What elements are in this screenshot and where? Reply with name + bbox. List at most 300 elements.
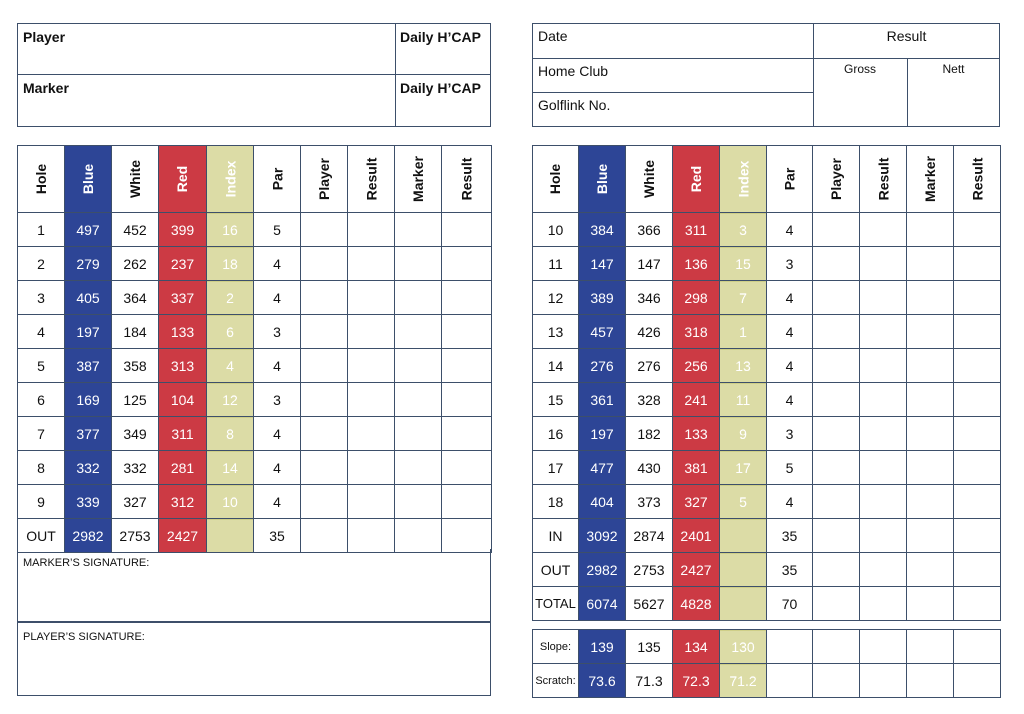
rating-row bbox=[533, 630, 1001, 664]
cell-hole: OUT bbox=[18, 519, 65, 553]
cell-white: 452 bbox=[112, 213, 159, 247]
score-entry-marker[interactable] bbox=[907, 281, 954, 315]
score-entry-player[interactable] bbox=[813, 247, 860, 281]
score-entry-result[interactable] bbox=[954, 315, 1001, 349]
marker-signature-label: MARKER’S SIGNATURE: bbox=[23, 557, 150, 569]
cell-white: 5627 bbox=[626, 587, 673, 621]
hole-row bbox=[18, 485, 492, 519]
rating-empty-cell bbox=[767, 630, 813, 664]
score-entry-marker[interactable] bbox=[907, 451, 954, 485]
cell-red: 313 bbox=[159, 349, 207, 383]
cell-blue: 197 bbox=[65, 315, 112, 349]
score-entry-player[interactable] bbox=[301, 247, 348, 281]
score-entry-result[interactable] bbox=[954, 247, 1001, 281]
hole-row bbox=[533, 281, 1001, 315]
score-entry-result[interactable] bbox=[954, 519, 1001, 553]
cell-hole: 6 bbox=[18, 383, 65, 417]
column-header-label: White bbox=[126, 159, 143, 199]
cell-white: 373 bbox=[626, 485, 673, 519]
rating-label: Slope: bbox=[533, 630, 579, 664]
score-entry-result[interactable] bbox=[860, 247, 907, 281]
score-entry-marker[interactable] bbox=[395, 383, 442, 417]
cell-par: 4 bbox=[254, 417, 301, 451]
cell-index: 9 bbox=[720, 417, 767, 451]
cell-white: 276 bbox=[626, 349, 673, 383]
column-header-white bbox=[112, 146, 159, 213]
cell-blue: 389 bbox=[579, 281, 626, 315]
score-entry-marker[interactable] bbox=[395, 281, 442, 315]
nett-label: Nett bbox=[942, 62, 965, 76]
header-row bbox=[18, 146, 492, 213]
rating-empty-cell bbox=[907, 630, 954, 664]
daily-hcap-label: Daily H’CAP bbox=[400, 80, 481, 96]
column-header-label: Marker bbox=[409, 156, 426, 202]
cell-blue: 361 bbox=[579, 383, 626, 417]
score-entry-player[interactable] bbox=[813, 485, 860, 519]
score-entry-result[interactable] bbox=[860, 417, 907, 451]
rating-white: 71.3 bbox=[626, 664, 673, 698]
cell-hole: IN bbox=[533, 519, 579, 553]
score-entry-result[interactable] bbox=[860, 213, 907, 247]
cell-index: 18 bbox=[207, 247, 254, 281]
column-header-label: Result bbox=[874, 157, 891, 201]
column-header-label: Par bbox=[781, 167, 798, 191]
cell-red: 2401 bbox=[673, 519, 720, 553]
cell-par: 3 bbox=[767, 247, 813, 281]
score-entry-result[interactable] bbox=[860, 383, 907, 417]
player-label: Player bbox=[23, 29, 66, 45]
column-header-blue bbox=[65, 146, 112, 213]
hole-row bbox=[533, 349, 1001, 383]
score-entry-player[interactable] bbox=[301, 451, 348, 485]
score-entry-player[interactable] bbox=[813, 553, 860, 587]
cell-par: 35 bbox=[767, 553, 813, 587]
cell-index: 14 bbox=[207, 451, 254, 485]
score-entry-player[interactable] bbox=[301, 519, 348, 553]
cell-par: 4 bbox=[767, 383, 813, 417]
column-header-result bbox=[954, 146, 1001, 213]
cell-red: 337 bbox=[159, 281, 207, 315]
score-entry-player[interactable] bbox=[813, 519, 860, 553]
score-entry-result[interactable] bbox=[442, 213, 492, 247]
cell-white: 2753 bbox=[626, 553, 673, 587]
ratings-table bbox=[532, 629, 1001, 698]
rating-blue: 139 bbox=[579, 630, 626, 664]
hole-row bbox=[533, 519, 1001, 553]
column-header-label: Result bbox=[362, 157, 379, 201]
cell-blue: 377 bbox=[65, 417, 112, 451]
rating-red: 72.3 bbox=[673, 664, 720, 698]
cell-hole: 16 bbox=[533, 417, 579, 451]
score-entry-result[interactable] bbox=[442, 485, 492, 519]
hole-row bbox=[18, 349, 492, 383]
cell-index: 6 bbox=[207, 315, 254, 349]
cell-par: 4 bbox=[767, 485, 813, 519]
header-row bbox=[533, 146, 1001, 213]
column-header-label: Blue bbox=[594, 163, 610, 195]
score-entry-player[interactable] bbox=[813, 349, 860, 383]
score-entry-marker[interactable] bbox=[907, 213, 954, 247]
score-entry-result[interactable] bbox=[348, 451, 395, 485]
marker-label: Marker bbox=[23, 80, 69, 96]
cell-index: 7 bbox=[720, 281, 767, 315]
cell-hole: 7 bbox=[18, 417, 65, 451]
cell-par: 4 bbox=[254, 451, 301, 485]
rating-index: 130 bbox=[720, 630, 767, 664]
cell-blue: 384 bbox=[579, 213, 626, 247]
column-header-label: Blue bbox=[80, 163, 96, 195]
column-header-label: White bbox=[640, 159, 657, 199]
cell-index: 3 bbox=[720, 213, 767, 247]
rating-empty-cell bbox=[954, 664, 1001, 698]
hole-row bbox=[18, 417, 492, 451]
cell-index: 13 bbox=[720, 349, 767, 383]
cell-blue: 339 bbox=[65, 485, 112, 519]
cell-index: 16 bbox=[207, 213, 254, 247]
column-header-label: Red bbox=[687, 165, 704, 193]
cell-red: 256 bbox=[673, 349, 720, 383]
cell-hole: 18 bbox=[533, 485, 579, 519]
cell-hole: 13 bbox=[533, 315, 579, 349]
score-entry-marker[interactable] bbox=[395, 315, 442, 349]
cell-blue: 404 bbox=[579, 485, 626, 519]
cell-white: 358 bbox=[112, 349, 159, 383]
cell-hole: 5 bbox=[18, 349, 65, 383]
score-entry-result[interactable] bbox=[860, 485, 907, 519]
score-entry-player[interactable] bbox=[813, 213, 860, 247]
hole-row bbox=[533, 417, 1001, 451]
rating-blue: 73.6 bbox=[579, 664, 626, 698]
score-entry-result[interactable] bbox=[348, 315, 395, 349]
rating-row bbox=[533, 664, 1001, 698]
score-entry-result[interactable] bbox=[442, 417, 492, 451]
cell-blue: 332 bbox=[65, 451, 112, 485]
cell-blue: 169 bbox=[65, 383, 112, 417]
score-entry-result[interactable] bbox=[954, 587, 1001, 621]
player-signature-box[interactable] bbox=[17, 622, 491, 696]
column-header-hole bbox=[18, 146, 65, 213]
cell-red: 104 bbox=[159, 383, 207, 417]
cell-blue: 147 bbox=[579, 247, 626, 281]
cell-hole: 10 bbox=[533, 213, 579, 247]
column-header-red bbox=[673, 146, 720, 213]
hole-row bbox=[18, 247, 492, 281]
score-entry-marker[interactable] bbox=[907, 485, 954, 519]
cell-white: 346 bbox=[626, 281, 673, 315]
column-header-player bbox=[301, 146, 348, 213]
cell-red: 381 bbox=[673, 451, 720, 485]
cell-white: 426 bbox=[626, 315, 673, 349]
column-header-result bbox=[348, 146, 395, 213]
cell-hole: 3 bbox=[18, 281, 65, 315]
cell-par: 5 bbox=[254, 213, 301, 247]
cell-red: 133 bbox=[159, 315, 207, 349]
score-entry-player[interactable] bbox=[813, 417, 860, 451]
score-entry-marker[interactable] bbox=[907, 587, 954, 621]
cell-par: 3 bbox=[254, 383, 301, 417]
cell-white: 2753 bbox=[112, 519, 159, 553]
score-entry-result[interactable] bbox=[860, 587, 907, 621]
rating-red: 134 bbox=[673, 630, 720, 664]
score-entry-result[interactable] bbox=[348, 519, 395, 553]
cell-red: 281 bbox=[159, 451, 207, 485]
cell-hole: 4 bbox=[18, 315, 65, 349]
cell-white: 147 bbox=[626, 247, 673, 281]
cell-white: 327 bbox=[112, 485, 159, 519]
score-entry-marker[interactable] bbox=[395, 519, 442, 553]
cell-blue: 497 bbox=[65, 213, 112, 247]
score-entry-result[interactable] bbox=[954, 213, 1001, 247]
rating-empty-cell bbox=[767, 664, 813, 698]
score-entry-result[interactable] bbox=[860, 281, 907, 315]
score-entry-player[interactable] bbox=[813, 315, 860, 349]
score-entry-result[interactable] bbox=[348, 417, 395, 451]
cell-index: 10 bbox=[207, 485, 254, 519]
cell-hole: 8 bbox=[18, 451, 65, 485]
cell-blue: 276 bbox=[579, 349, 626, 383]
score-entry-player[interactable] bbox=[301, 485, 348, 519]
rating-label: Scratch: bbox=[533, 664, 579, 698]
cell-red: 327 bbox=[673, 485, 720, 519]
cell-white: 2874 bbox=[626, 519, 673, 553]
score-entry-result[interactable] bbox=[348, 247, 395, 281]
daily-hcap-label: Daily H’CAP bbox=[400, 29, 481, 45]
column-header-par bbox=[767, 146, 813, 213]
cell-blue: 2982 bbox=[579, 553, 626, 587]
cell-blue: 477 bbox=[579, 451, 626, 485]
cell-hole: 17 bbox=[533, 451, 579, 485]
score-entry-player[interactable] bbox=[813, 281, 860, 315]
score-entry-player[interactable] bbox=[813, 451, 860, 485]
hole-row bbox=[533, 383, 1001, 417]
score-entry-marker[interactable] bbox=[907, 519, 954, 553]
score-entry-result[interactable] bbox=[348, 349, 395, 383]
score-entry-result[interactable] bbox=[860, 519, 907, 553]
score-entry-result[interactable] bbox=[442, 519, 492, 553]
score-entry-result[interactable] bbox=[954, 451, 1001, 485]
score-entry-marker[interactable] bbox=[395, 417, 442, 451]
cell-hole: OUT bbox=[533, 553, 579, 587]
rating-empty-cell bbox=[860, 630, 907, 664]
score-entry-marker[interactable] bbox=[907, 349, 954, 383]
score-entry-marker[interactable] bbox=[907, 417, 954, 451]
cell-par: 5 bbox=[767, 451, 813, 485]
score-entry-marker[interactable] bbox=[907, 247, 954, 281]
score-entry-result[interactable] bbox=[954, 485, 1001, 519]
score-entry-result[interactable] bbox=[348, 485, 395, 519]
column-header-label: Result bbox=[458, 157, 475, 201]
cell-index bbox=[207, 519, 254, 553]
score-entry-result[interactable] bbox=[954, 383, 1001, 417]
column-header-label: Hole bbox=[33, 163, 49, 195]
cell-red: 241 bbox=[673, 383, 720, 417]
hole-row bbox=[533, 247, 1001, 281]
cell-hole: 2 bbox=[18, 247, 65, 281]
front-nine-table bbox=[17, 145, 492, 553]
score-entry-marker[interactable] bbox=[907, 553, 954, 587]
score-entry-player[interactable] bbox=[301, 383, 348, 417]
cell-white: 125 bbox=[112, 383, 159, 417]
marker-signature-box[interactable] bbox=[17, 549, 491, 622]
column-header-result bbox=[442, 146, 492, 213]
score-entry-result[interactable] bbox=[442, 281, 492, 315]
cell-hole: 1 bbox=[18, 213, 65, 247]
rating-empty-cell bbox=[954, 630, 1001, 664]
score-entry-result[interactable] bbox=[860, 451, 907, 485]
cell-index bbox=[720, 519, 767, 553]
hole-row bbox=[18, 213, 492, 247]
cell-hole: 11 bbox=[533, 247, 579, 281]
cell-white: 364 bbox=[112, 281, 159, 315]
score-entry-result[interactable] bbox=[442, 383, 492, 417]
score-entry-marker[interactable] bbox=[907, 383, 954, 417]
back-nine-table bbox=[532, 145, 1001, 621]
cell-index: 4 bbox=[207, 349, 254, 383]
cell-white: 349 bbox=[112, 417, 159, 451]
cell-blue: 405 bbox=[65, 281, 112, 315]
score-entry-result[interactable] bbox=[954, 349, 1001, 383]
cell-white: 328 bbox=[626, 383, 673, 417]
score-entry-marker[interactable] bbox=[395, 247, 442, 281]
score-entry-player[interactable] bbox=[301, 213, 348, 247]
column-header-hole bbox=[533, 146, 579, 213]
rating-index: 71.2 bbox=[720, 664, 767, 698]
cell-blue: 3092 bbox=[579, 519, 626, 553]
column-header-blue bbox=[579, 146, 626, 213]
round-info-box bbox=[532, 23, 1000, 127]
rating-empty-cell bbox=[813, 630, 860, 664]
hole-row bbox=[18, 281, 492, 315]
score-entry-result[interactable] bbox=[442, 451, 492, 485]
column-header-label: Index bbox=[734, 160, 751, 198]
cell-index: 5 bbox=[720, 485, 767, 519]
score-entry-result[interactable] bbox=[348, 383, 395, 417]
cell-red: 311 bbox=[159, 417, 207, 451]
score-entry-result[interactable] bbox=[442, 247, 492, 281]
cell-par: 4 bbox=[254, 485, 301, 519]
cell-blue: 387 bbox=[65, 349, 112, 383]
hole-row bbox=[533, 451, 1001, 485]
hole-row bbox=[18, 383, 492, 417]
cell-red: 133 bbox=[673, 417, 720, 451]
score-entry-marker[interactable] bbox=[907, 315, 954, 349]
cell-par: 70 bbox=[767, 587, 813, 621]
cell-par: 4 bbox=[767, 213, 813, 247]
cell-red: 2427 bbox=[159, 519, 207, 553]
cell-par: 3 bbox=[254, 315, 301, 349]
cell-red: 311 bbox=[673, 213, 720, 247]
score-entry-player[interactable] bbox=[301, 315, 348, 349]
cell-par: 4 bbox=[767, 281, 813, 315]
score-entry-result[interactable] bbox=[860, 315, 907, 349]
player-info-box bbox=[17, 23, 491, 127]
cell-index: 8 bbox=[207, 417, 254, 451]
cell-index: 1 bbox=[720, 315, 767, 349]
home-club-label: Home Club bbox=[538, 63, 609, 79]
cell-par: 4 bbox=[254, 247, 301, 281]
cell-par: 4 bbox=[767, 315, 813, 349]
score-entry-marker[interactable] bbox=[395, 349, 442, 383]
column-header-result bbox=[860, 146, 907, 213]
score-entry-result[interactable] bbox=[442, 349, 492, 383]
column-header-player bbox=[813, 146, 860, 213]
score-entry-marker[interactable] bbox=[395, 485, 442, 519]
cell-white: 182 bbox=[626, 417, 673, 451]
column-header-marker bbox=[395, 146, 442, 213]
rating-empty-cell bbox=[860, 664, 907, 698]
cell-index: 12 bbox=[207, 383, 254, 417]
score-entry-player[interactable] bbox=[301, 349, 348, 383]
score-entry-result[interactable] bbox=[348, 213, 395, 247]
score-entry-result[interactable] bbox=[442, 315, 492, 349]
cell-hole: 12 bbox=[533, 281, 579, 315]
score-entry-marker[interactable] bbox=[395, 451, 442, 485]
cell-hole: 15 bbox=[533, 383, 579, 417]
score-entry-player[interactable] bbox=[813, 587, 860, 621]
hole-row bbox=[18, 451, 492, 485]
cell-blue: 197 bbox=[579, 417, 626, 451]
cell-red: 312 bbox=[159, 485, 207, 519]
cell-par: 4 bbox=[254, 349, 301, 383]
cell-par: 35 bbox=[767, 519, 813, 553]
cell-index bbox=[720, 587, 767, 621]
hole-row bbox=[533, 213, 1001, 247]
column-header-label: Index bbox=[221, 160, 238, 198]
cell-hole: TOTAL bbox=[533, 587, 579, 621]
column-header-label: Player bbox=[827, 157, 844, 201]
score-entry-marker[interactable] bbox=[395, 213, 442, 247]
column-header-label: Par bbox=[268, 167, 285, 191]
score-entry-result[interactable] bbox=[954, 553, 1001, 587]
cell-par: 35 bbox=[254, 519, 301, 553]
column-header-index bbox=[207, 146, 254, 213]
score-entry-player[interactable] bbox=[813, 383, 860, 417]
hole-row bbox=[533, 315, 1001, 349]
column-header-label: Player bbox=[315, 157, 332, 201]
result-label: Result bbox=[886, 28, 927, 44]
score-entry-result[interactable] bbox=[860, 553, 907, 587]
cell-red: 237 bbox=[159, 247, 207, 281]
cell-red: 318 bbox=[673, 315, 720, 349]
cell-index: 11 bbox=[720, 383, 767, 417]
hole-row bbox=[18, 315, 492, 349]
cell-white: 366 bbox=[626, 213, 673, 247]
cell-index: 17 bbox=[720, 451, 767, 485]
cell-index: 2 bbox=[207, 281, 254, 315]
column-header-marker bbox=[907, 146, 954, 213]
cell-red: 4828 bbox=[673, 587, 720, 621]
column-header-white bbox=[626, 146, 673, 213]
gross-label: Gross bbox=[843, 62, 876, 76]
cell-par: 3 bbox=[767, 417, 813, 451]
score-entry-result[interactable] bbox=[954, 417, 1001, 451]
hole-row bbox=[533, 587, 1001, 621]
cell-hole: 9 bbox=[18, 485, 65, 519]
rating-empty-cell bbox=[907, 664, 954, 698]
cell-red: 136 bbox=[673, 247, 720, 281]
cell-index bbox=[720, 553, 767, 587]
column-header-par bbox=[254, 146, 301, 213]
date-label: Date bbox=[538, 28, 568, 44]
score-entry-result[interactable] bbox=[954, 281, 1001, 315]
column-header-label: Hole bbox=[547, 163, 564, 195]
score-entry-player[interactable] bbox=[301, 417, 348, 451]
score-entry-player[interactable] bbox=[301, 281, 348, 315]
score-entry-result[interactable] bbox=[348, 281, 395, 315]
hole-row bbox=[18, 519, 492, 553]
score-entry-result[interactable] bbox=[860, 349, 907, 383]
cell-red: 399 bbox=[159, 213, 207, 247]
